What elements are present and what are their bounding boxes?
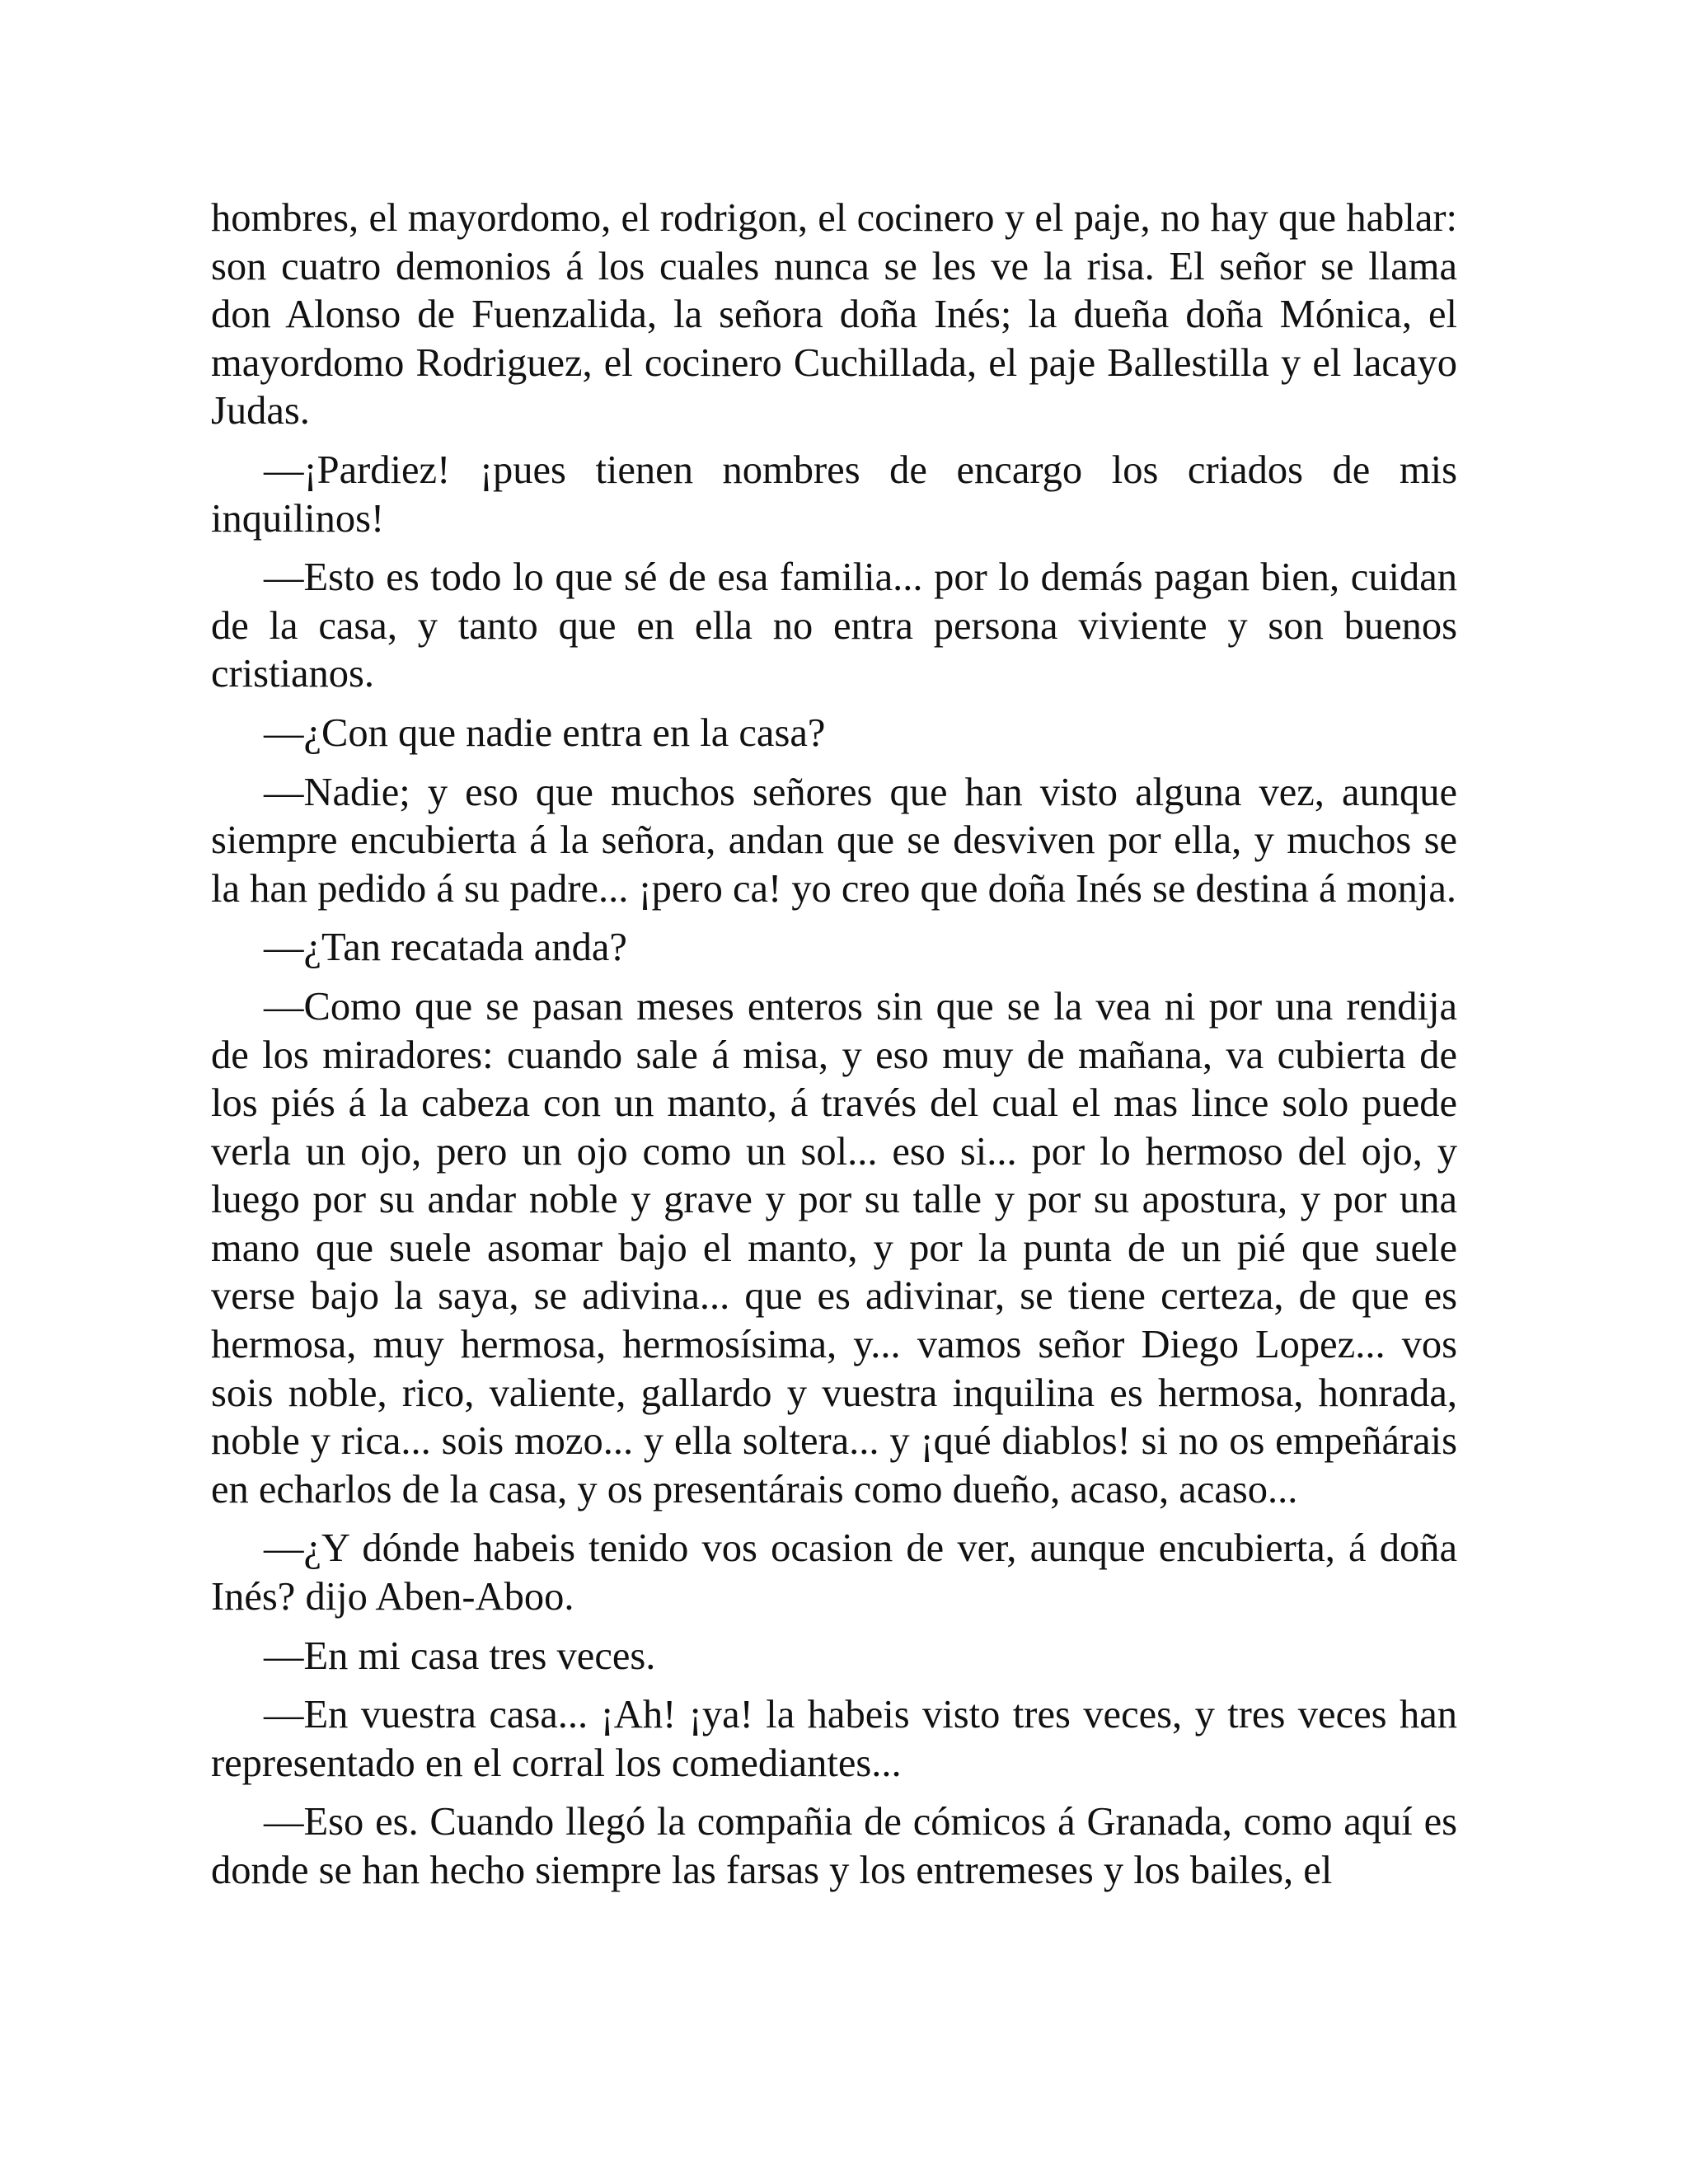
page-text bbox=[211, 194, 1457, 1896]
paragraph-dialogue: —Como que se pasan meses enteros sin que se la vea ni por una rendija de los miradores: cuando sale á misa, y eso muy de mañana, va cubierta de los piés á la cabeza con un manto, á través del cual el mas lince solo puede verla un ojo, pero un ojo como un sol... eso si... por lo hermoso del ojo, y luego por su andar noble y grave y por su talle y por su apostura, y por una mano que suele asomar bajo el manto, y por la punta de un pié que suele verse bajo la saya, se adivina... que es adivinar, se tiene certeza, de que es hermosa, muy hermosa, hermosísima, y... vamos señor Diego Lopez... vos sois noble, rico, valiente, gallardo y vuestra inquilina es hermosa, honrada, noble y rica... sois mozo... y ella soltera... y ¡qué diablos! si no os empeñárais en echarlos de la casa, y os presentárais como dueño, acaso, acaso... bbox=[211, 984, 1457, 1511]
paragraph-dialogue: —Eso es. Cuando llegó la compañia de cómicos á Granada, como aquí es donde se han hecho siempre las farsas y los entremeses y los bailes, el bbox=[211, 1800, 1457, 1892]
paragraph-dialogue: —En mi casa tres veces. bbox=[264, 1633, 656, 1678]
paragraph-continuation: hombres, el mayordomo, el rodrigon, el cocinero y el paje, no hay que hablar: son cuatro demonios á los cuales nunca se les ve la risa. El señor se llama don Alonso de Fuenzalida, la señora doña Inés; la dueña doña Mónica, el mayordomo Rodriguez, el cocinero Cuchillada, el paje Ballestilla y el lacayo Judas. bbox=[211, 196, 1457, 434]
paragraph-dialogue: —Esto es todo lo que sé de esa familia... por lo demás pagan bien, cuidan de la casa, y tanto que en ella no entra persona viviente y son buenos cristianos. bbox=[211, 555, 1457, 696]
paragraph-dialogue: —¿Y dónde habeis tenido vos ocasion de ver, aunque encubierta, á doña Inés? dijo Aben-Aboo. bbox=[211, 1526, 1457, 1619]
paragraph-dialogue: —Nadie; y eso que muchos señores que han visto alguna vez, aunque siempre encubierta á la señora, andan que se desviven por ella, y muchos se la han pedido á su padre... ¡pero ca! yo creo que doña Inés se destina á monja. bbox=[211, 770, 1457, 911]
paragraph-dialogue: —¿Con que nadie entra en la casa? bbox=[264, 710, 826, 755]
paragraph-dialogue: —En vuestra casa... ¡Ah! ¡ya! la habeis visto tres veces, y tres veces han representado en el corral los comediantes... bbox=[211, 1693, 1457, 1785]
paragraph-dialogue: —¡Pardiez! ¡pues tienen nombres de encargo los criados de mis inquilinos! bbox=[211, 448, 1457, 541]
paragraph-dialogue: —¿Tan recatada anda? bbox=[264, 926, 627, 970]
